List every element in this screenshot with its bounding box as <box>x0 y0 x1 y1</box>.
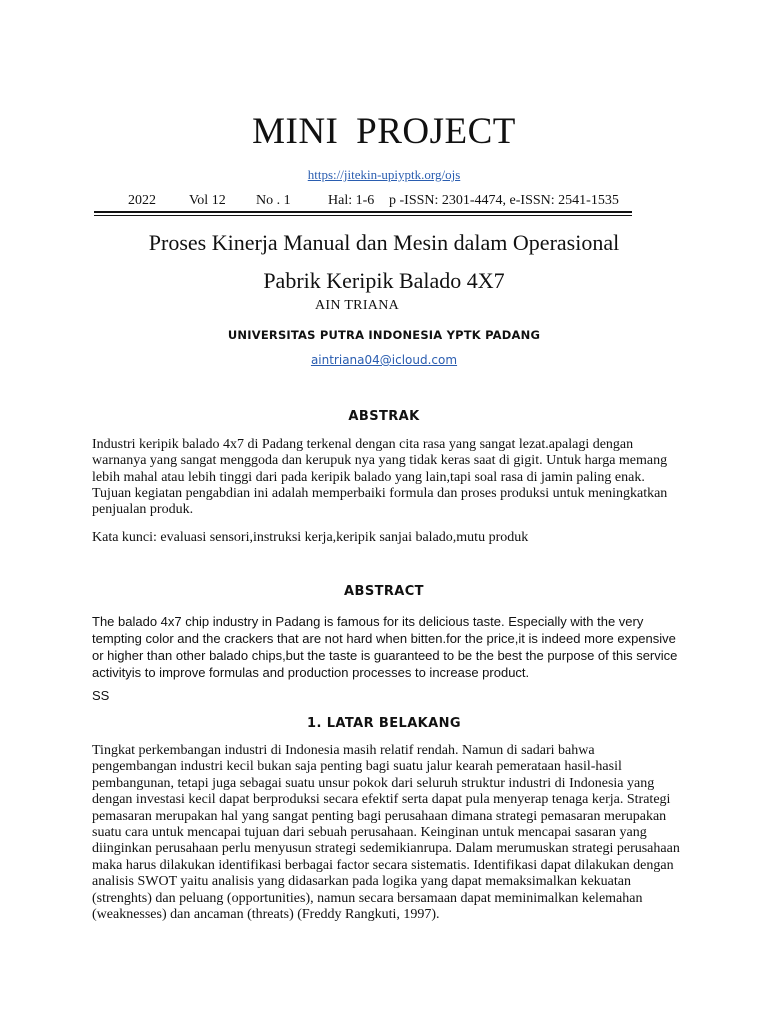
journal-title: MINI PROJECT <box>252 111 516 152</box>
journal-issn: p -ISSN: 2301-4474, e-ISSN: 2541-1535 <box>389 193 619 208</box>
abstract-note: SS <box>92 688 110 703</box>
author-affiliation: UNIVERSITAS PUTRA INDONESIA YPTK PADANG <box>227 328 541 342</box>
journal-year: 2022 <box>128 193 156 208</box>
author-email-link[interactable]: aintriana04@icloud.com <box>310 353 458 367</box>
abstrak-keywords: Kata kunci: evaluasi sensori,instruksi kerja,keripik sanjai balado,mutu produk <box>92 530 529 545</box>
journal-volume: Vol 12 <box>189 193 226 208</box>
abstrak-body: Industri keripik balado 4x7 di Padang terkenal dengan cita rasa yang sangat lezat.apalagi dengan warnanya yang sangat menggoda dan kerupuk nya yang tidak keras saat di gigit. Untuk harga memang lebih mahal atau lebih tinggi dari pada keripik balado yang lain,tapi soal rasa di jamin paling enak. Tujuan kegiatan pengabdian ini adalah memperbaiki formula dan proses produksi untuk meningkatkan penjualan produk. <box>92 437 668 518</box>
section-body-latar-belakang: Tingkat perkembangan industri di Indonesia masih relatif rendah. Namun di sadari bahwa pengembangan industri kecil bukan saja penting bagi suatu jalur kearah pemerataan hasil-hasil pembangunan, tetapi juga sebagai suatu unsur pokok dari seluruh struktur industri di Indonesia yang dengan investasi kecil dapat berproduksi secara efektif serta dapat pula menyerap tenaga kerja. Strategi pemasaran merupakan hal yang sangat penting bagi perusahaan dimana strategi pemasaran merupakan suatu cara untuk mencapai tujuan dari sebuah perusahaan. Keinginan untuk mencapai sasaran yang diinginkan perusahaan perlu menyusun strategi sedemikianrupa. Dalam merumuskan strategi perusahaan maka harus dilakukan identifikasi berbagai factor secara sistematis. Identifikasi dapat dilakukan dengan analisis SWOT yaitu analisis yang didasarkan pada logika yang dapat memaksimalkan kekuatan (strenghts) dan peluang (opportunities), namun secara bersamaan dapat meminimalkan kelemahan (weaknesses) dan ancaman (threats) (Freddy Rangkuti, 1997). <box>92 743 680 923</box>
author-name: AIN TRIANA <box>315 298 400 313</box>
section-heading-latar-belakang: 1. LATAR BELAKANG <box>307 716 461 731</box>
abstrak-heading: ABSTRAK <box>348 409 420 424</box>
header-rule-thick <box>94 211 632 213</box>
journal-url-link[interactable]: https://jitekin-upiyptk.org/ojs <box>307 167 461 182</box>
abstract-body: The balado 4x7 chip industry in Padang is famous for its delicious taste. Especially with the very tempting color and the crackers that are not hard when bitten.for the price,it is indeed more expensive or higher than other balado chips,but the taste is guaranteed to be the best the purpose of this service activityis to improve formulas and production processes to increase product. <box>92 614 678 680</box>
abstract-heading: ABSTRACT <box>344 584 424 599</box>
journal-meta-row <box>128 193 619 209</box>
paper-title <box>0 224 768 300</box>
journal-pages: Hal: 1-6 <box>328 193 375 208</box>
journal-number: No . 1 <box>256 193 291 208</box>
header-rule-thin <box>94 215 632 216</box>
paper-title-line2: Pabrik Keripik Balado 4X7 <box>263 268 505 293</box>
paper-title-line1: Proses Kinerja Manual dan Mesin dalam Operasional <box>148 230 620 255</box>
